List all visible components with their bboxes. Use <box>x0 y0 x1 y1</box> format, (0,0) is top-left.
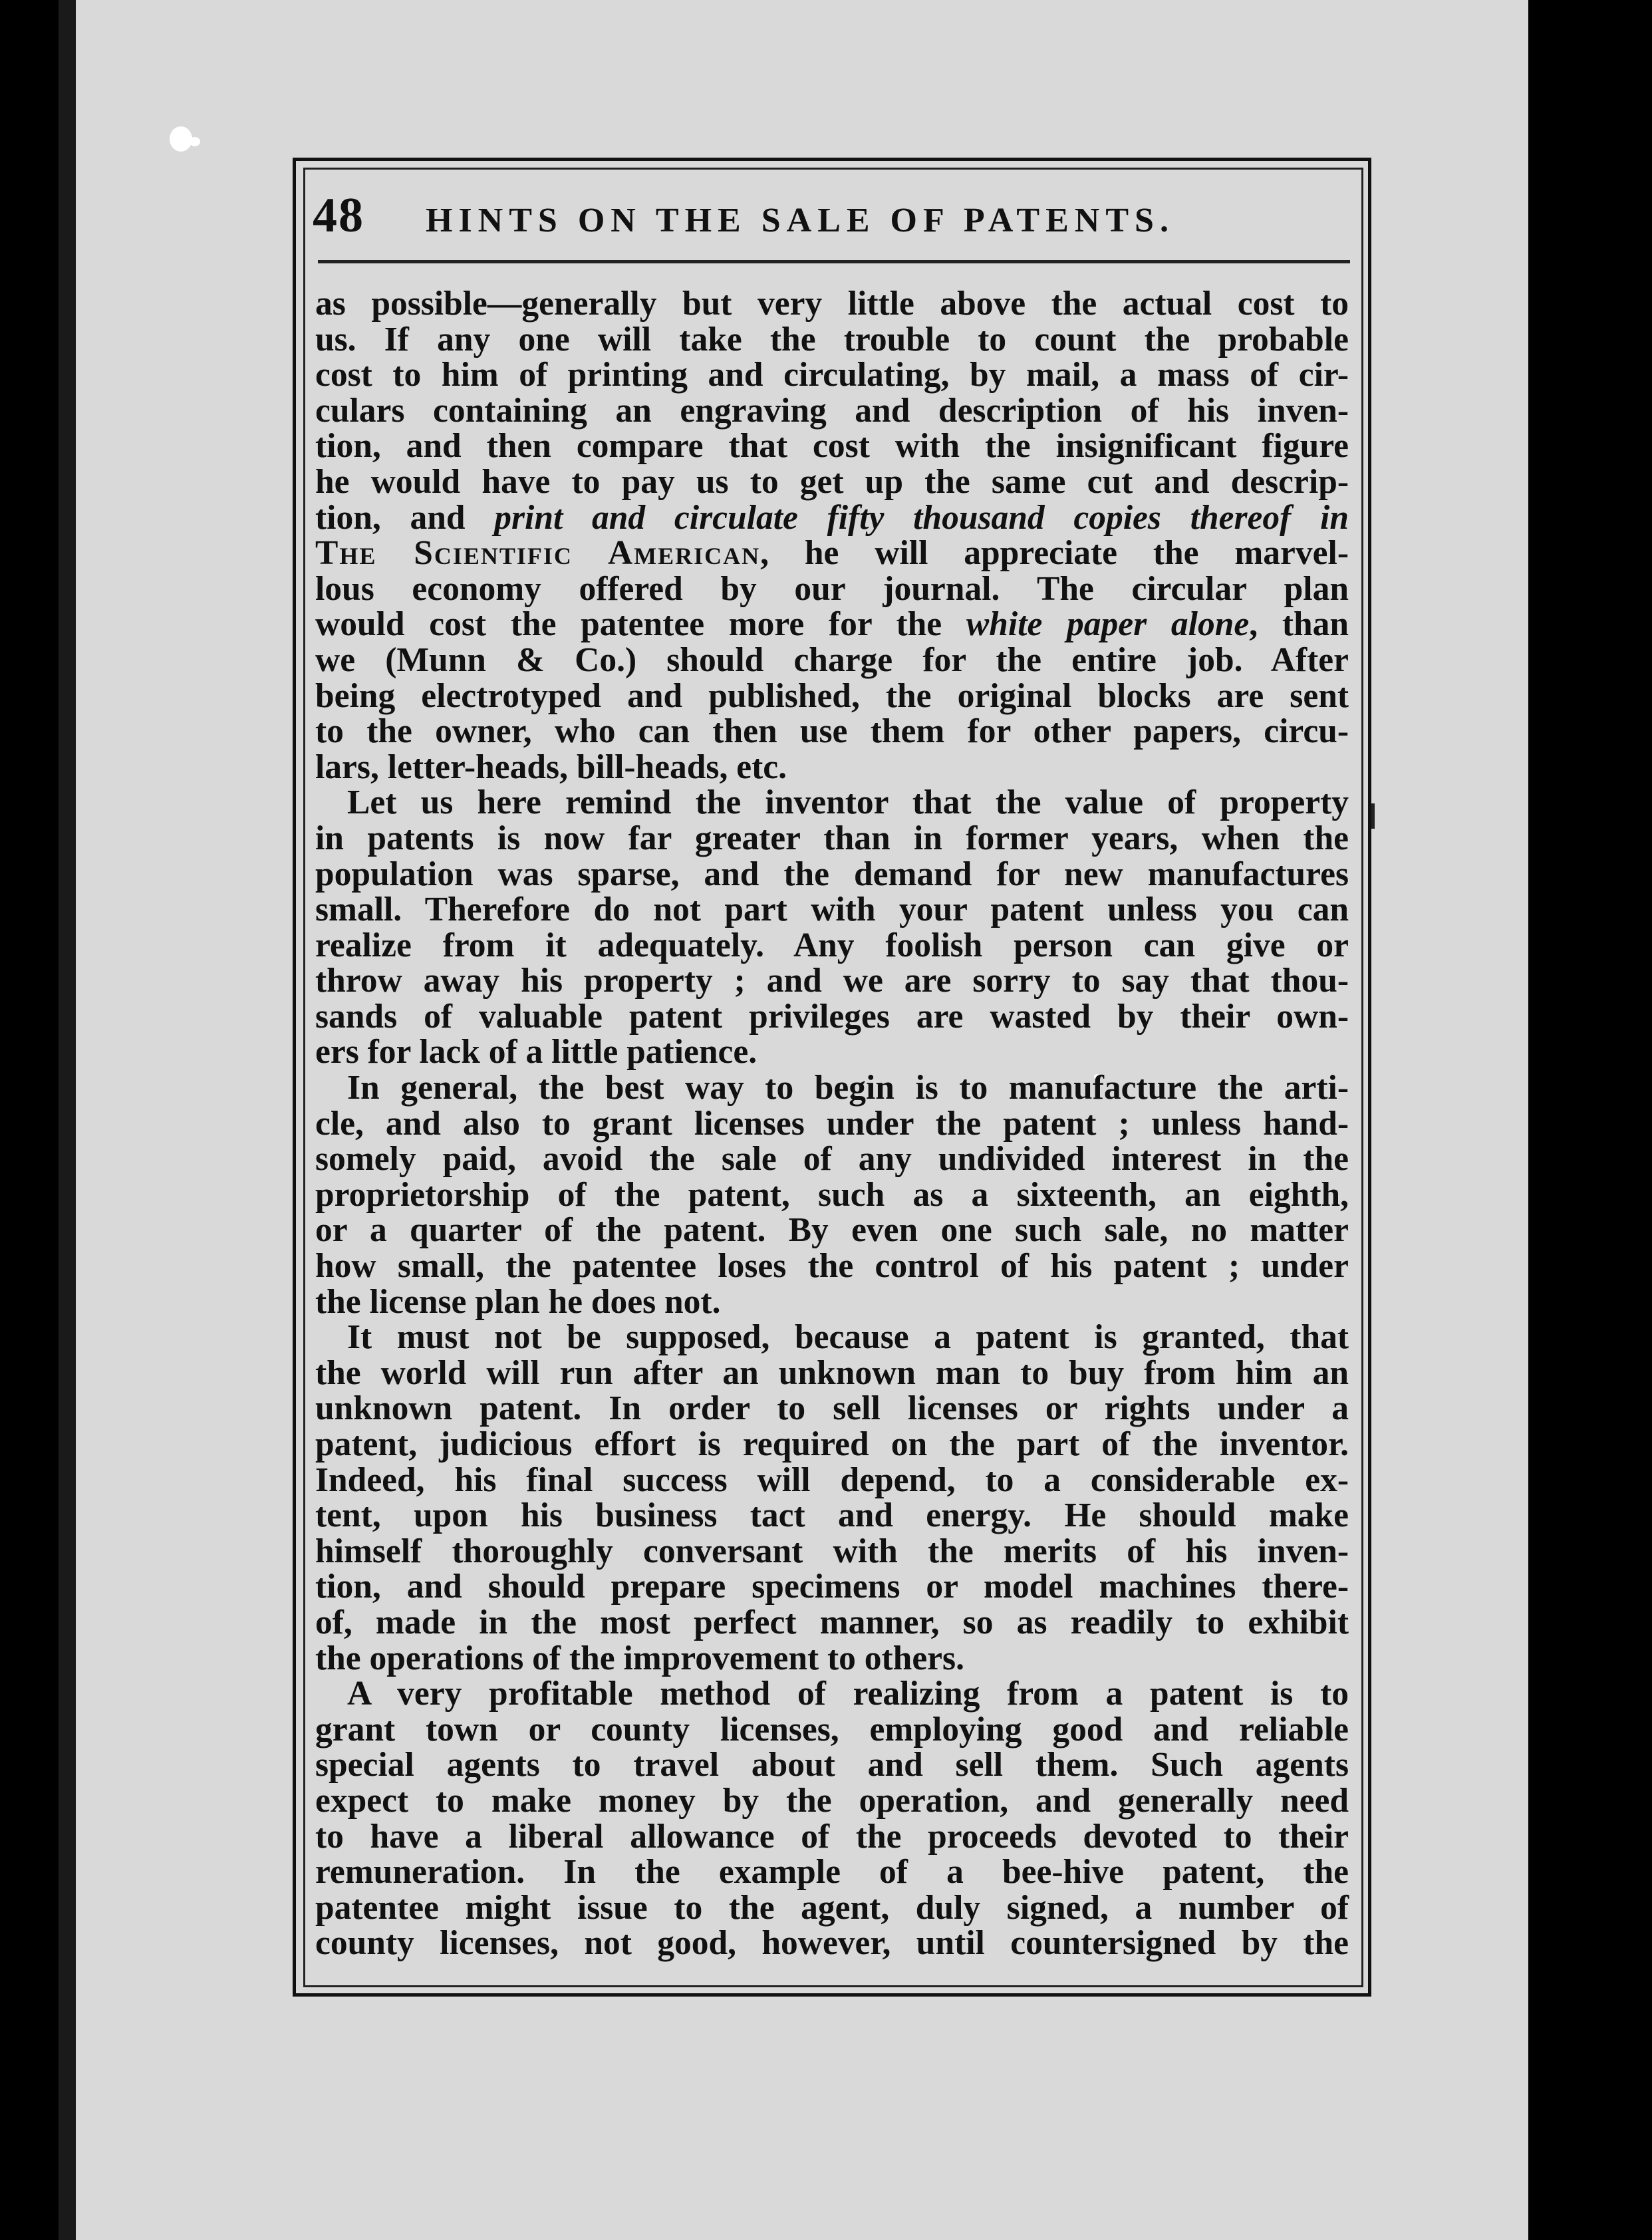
text-run: of, made in the most perfect manner, so as readily to exhibit <box>315 1603 1349 1641</box>
text-run: lars, letter-heads, bill-heads, etc. <box>315 748 787 786</box>
italic-emphasis: white paper alone <box>966 605 1250 644</box>
text-line <box>315 821 1349 857</box>
text-run: patentee might issue to the agent, duly signed, a number of <box>315 1888 1349 1927</box>
text-line <box>315 1925 1349 1961</box>
text-line <box>315 1463 1349 1498</box>
paragraph-p4 <box>315 1320 1349 1676</box>
text-run: county licenses, not good, however, until countersigned by the <box>315 1924 1349 1963</box>
text-line <box>315 1676 1349 1712</box>
text-run: In general, the best way to begin is to manufacture the arti- <box>347 1069 1349 1107</box>
text-run: the license plan he does not. <box>315 1282 721 1321</box>
text-run: Indeed, his final success will depend, to a considerable ex- <box>315 1461 1349 1499</box>
text-run: how small, the patentee loses the control of his patent ; under <box>315 1247 1349 1286</box>
paragraph-p3 <box>315 1070 1349 1320</box>
text-line <box>315 322 1349 358</box>
text-run: special agents to travel about and sell them. Such agents <box>315 1746 1349 1784</box>
text-run: to the owner, who can then use them for other papers, circu- <box>315 712 1349 751</box>
text-run: he would have to pay us to get up the same cut and descrip- <box>315 462 1349 501</box>
paragraph-p1 <box>315 286 1349 785</box>
text-run: the operations of the improvement to others. <box>315 1639 964 1677</box>
text-line <box>315 393 1349 429</box>
body-text <box>315 286 1349 1961</box>
page-number: 48 <box>313 188 364 243</box>
text-line <box>315 963 1349 999</box>
scan-speck <box>190 137 200 146</box>
text-line <box>315 607 1349 642</box>
text-run: somely paid, avoid the sale of any undivided interest in the <box>315 1140 1349 1179</box>
text-line <box>315 1320 1349 1355</box>
text-line <box>315 928 1349 964</box>
text-run: throw away his property ; and we are sorry to say that thou- <box>315 962 1349 1000</box>
paragraph-p2 <box>315 785 1349 1070</box>
text-line <box>315 1819 1349 1855</box>
text-line <box>315 1391 1349 1427</box>
text-run: It must not be supposed, because a patent is granted, that <box>347 1318 1349 1357</box>
text-run: the world will run after an unknown man to buy from him an <box>315 1353 1349 1392</box>
text-line <box>315 1747 1349 1783</box>
text-run: ers for lack of a little patience. <box>315 1033 757 1071</box>
text-line <box>315 1284 1349 1320</box>
text-run: sands of valuable patent privileges are wasted by their own- <box>315 997 1349 1036</box>
italic-emphasis: print and circulate fifty thousand copies thereof in <box>494 498 1349 537</box>
text-line <box>315 500 1349 536</box>
text-run: population was sparse, and the demand for new manufactures <box>315 855 1349 893</box>
text-run: would cost the patentee more for the <box>315 605 966 644</box>
text-line <box>315 1034 1349 1070</box>
text-run: remuneration. In the example of a bee-hive patent, the <box>315 1853 1349 1891</box>
text-line <box>315 1641 1349 1677</box>
text-line <box>315 535 1349 571</box>
text-run: realize from it adequately. Any foolish person can give or <box>315 926 1349 964</box>
text-line <box>315 1890 1349 1926</box>
text-run: Let us here remind the inventor that the value of property <box>347 783 1349 822</box>
text-run: patent, judicious effort is required on the part of the inventor. <box>315 1425 1349 1463</box>
text-line <box>315 464 1349 500</box>
text-line <box>315 1177 1349 1213</box>
text-run: small. Therefore do not part with your patent unless you can <box>315 891 1349 929</box>
text-run: us. If any one will take the trouble to count the probable <box>315 320 1349 358</box>
paragraph-p5 <box>315 1676 1349 1961</box>
text-line <box>315 1070 1349 1106</box>
text-line <box>315 750 1349 785</box>
text-run: , he will appreciate the marvel- <box>760 534 1349 573</box>
text-line <box>315 785 1349 821</box>
text-line <box>315 1498 1349 1534</box>
text-line <box>315 1248 1349 1284</box>
header-rule <box>318 260 1350 263</box>
text-run: to have a liberal allowance of the proceeds devoted to their <box>315 1817 1349 1856</box>
scan-speck <box>170 126 192 152</box>
text-run: tion, and <box>315 498 495 537</box>
text-line <box>315 1141 1349 1177</box>
text-line <box>315 642 1349 678</box>
text-run: as possible—generally but very little above the actual cost to <box>315 285 1349 323</box>
text-line <box>315 1854 1349 1890</box>
text-run: or a quarter of the patent. By even one such sale, no matter <box>315 1211 1349 1250</box>
text-line <box>315 286 1349 322</box>
text-run: lous economy offered by our journal. The circular plan <box>315 569 1349 608</box>
text-run: being electrotyped and published, the original blocks are sent <box>315 676 1349 715</box>
text-run: grant town or county licenses, employing good and reliable <box>315 1710 1349 1749</box>
margin-mark <box>1371 803 1375 829</box>
text-line <box>315 1355 1349 1391</box>
text-line <box>315 678 1349 714</box>
running-title: HINTS ON THE SALE OF PATENTS. <box>426 202 1174 239</box>
text-run: culars containing an engraving and description of his inven- <box>315 391 1349 430</box>
text-run: tent, upon his business tact and energy. He should make <box>315 1496 1349 1535</box>
text-line <box>315 1712 1349 1748</box>
text-run: cost to him of printing and circulating, by mail, a mass of cir- <box>315 356 1349 394</box>
text-line <box>315 428 1349 464</box>
text-line <box>315 1427 1349 1463</box>
text-line <box>315 892 1349 928</box>
text-run: proprietorship of the patent, such as a sixteenth, an eighth, <box>315 1175 1349 1214</box>
text-run: we (Munn & Co.) should charge for the entire job. After <box>315 640 1349 679</box>
text-line <box>315 714 1349 750</box>
text-run: expect to make money by the operation, and generally need <box>315 1781 1349 1820</box>
text-run: cle, and also to grant licenses under the patent ; unless hand- <box>315 1104 1349 1143</box>
text-run: tion, and then compare that cost with the insignificant figure <box>315 427 1349 466</box>
text-line <box>315 357 1349 393</box>
text-line <box>315 571 1349 607</box>
small-caps-title: The Scientific American <box>315 534 761 573</box>
text-run: tion, and should prepare specimens or model machines there- <box>315 1568 1349 1606</box>
text-line <box>315 857 1349 893</box>
text-run: in patents is now far greater than in former years, when the <box>315 819 1349 857</box>
text-line <box>315 1106 1349 1142</box>
text-run: A very profitable method of realizing from a patent is to <box>347 1675 1349 1713</box>
text-line <box>315 1212 1349 1248</box>
text-run: unknown patent. In order to sell licenses or rights under a <box>315 1389 1349 1428</box>
text-line <box>315 1534 1349 1570</box>
text-line <box>315 999 1349 1035</box>
text-run: , than <box>1249 605 1349 644</box>
page-header <box>313 188 1350 254</box>
page-gutter-edge <box>59 0 76 2240</box>
text-line <box>315 1569 1349 1605</box>
text-line <box>315 1605 1349 1641</box>
text-line <box>315 1783 1349 1819</box>
text-run: himself thoroughly conversant with the merits of his inven- <box>315 1532 1349 1570</box>
